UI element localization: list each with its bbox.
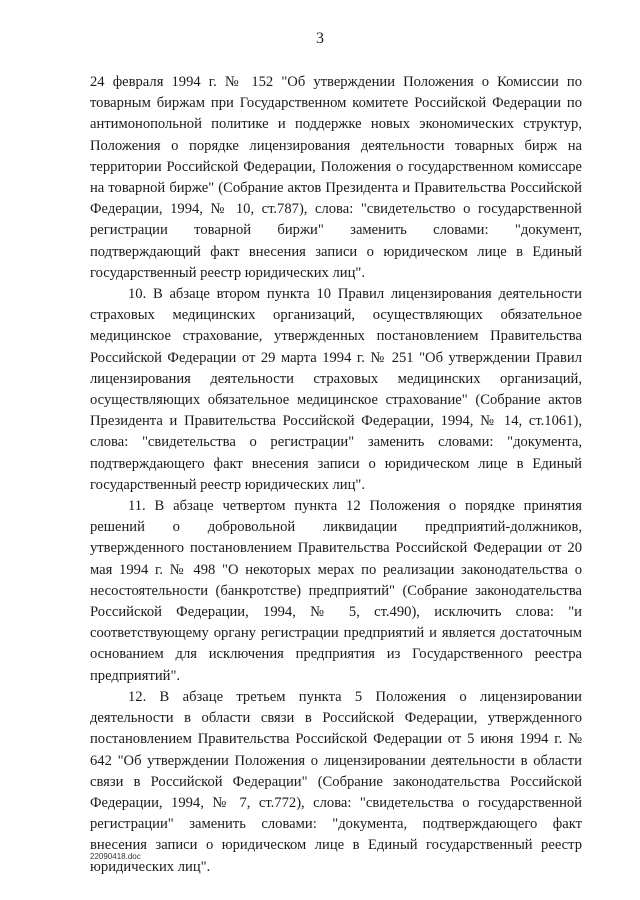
- paragraph-item-12: 12. В абзаце третьем пункта 5 Положения о лицензировании деятельности в области связи в Российской Федерации, утвержденного постановлением Правительства Российской Федерации от 5 июня 1994 г. № 642 "Об утверждении Положения о лицензировании деятельности в области связи в Российской Федерации" (Собрание законодательства Российской Федерации, 1994, № 7, ст.772), слова: "свидетельства о государственной регистрации" заменить словами: "документа, подтверждающего факт внесения записи о юридическом лице в Единый государственный реестр юридических лиц".: [90, 688, 582, 875]
- paragraph-item-10: 10. В абзаце втором пункта 10 Правил лицензирования деятельности страховых медицинских организаций, осуществляющих обязательное медицинское страхование, утвержденных постановлением Правительства Российской Федерации от 29 марта 1994 г. № 251 "Об утверждении Правил лицензирования деятельности страховых медицинских организаций, осуществляющих обязательное медицинское страхование" (Собрание актов Президента и Правительства Российской Федерации, 1994, № 14, ст.1061), слова: "свидетельства о регистрации" заменить словами: "документа, подтверждающего факт внесения записи о юридическом лице в Единый государственный реестр юридических лиц".: [90, 286, 582, 493]
- document-body: [90, 72, 582, 878]
- footer-filename: 22090418.doc: [90, 852, 141, 861]
- page-number: 3: [316, 30, 324, 47]
- paragraph-continuation: 24 февраля 1994 г. № 152 "Об утверждении Положения о Комиссии по товарным биржам при Государственном комитете Российской Федерации по антимонопольной политике и поддержке новых экономических структур, Положения о порядке лицензирования деятельности товарных бирж на территории Российской Федерации, Положения о государственном комиссаре на товарной бирже" (Собрание актов Президента и Правительства Российской Федерации, 1994, № 10, ст.787), слова: "свидетельство о государственной регистрации товарной биржи" заменить словами: "документ, подтверждающий факт внесения записи о юридическом лице в Единый государственный реестр юридических лиц".: [90, 74, 582, 281]
- paragraph-item-11: 11. В абзаце четвертом пункта 12 Положения о порядке принятия решений о добровольной ликвидации предприятий-должников, утвержденного постановлением Правительства Российской Федерации от 20 мая 1994 г. № 498 "О некоторых мерах по реализации законодательства о несостоятельности (банкротстве) предприятий" (Собрание законодательства Российской Федерации, 1994, № 5, ст.490), исключить слова: "и соответствующему органу регистрации предприятий и является достаточным основанием для исключения предприятия из Государственного реестра предприятий".: [90, 498, 582, 684]
